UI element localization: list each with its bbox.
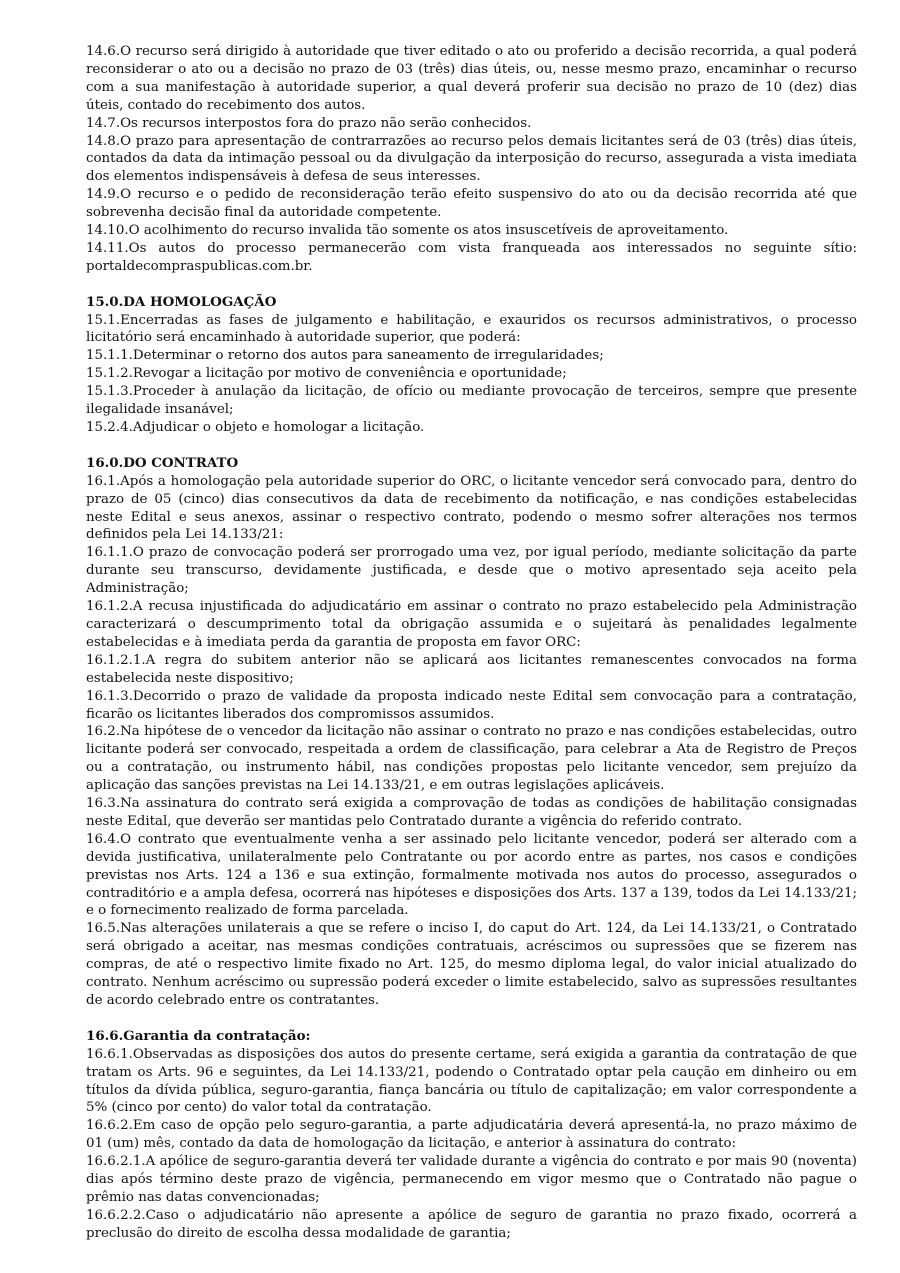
clause-14-7: 14.7.Os recursos interpostos fora do prazo não serão conhecidos. xyxy=(86,115,532,131)
clause-16-6-1: 16.6.1.Observadas as disposições dos autos do presente certame, será exigida a garantia da contratação de que tratam os Arts. 96 e seguintes, da Lei 14.133/21, podendo o Contratado optar pela caução em dinheiro ou em títulos da dívida pública, seguro-garantia, fiança bancária ou título de capitalização; em valor correspondente a 5% (cinco por cento) do valor total da contratação. xyxy=(86,1046,857,1116)
clause-14-8: 14.8.O prazo para apresentação de contrarrazões ao recurso pelos demais licitantes será de 03 (três) dias úteis, contados da data da intimação pessoal ou da divulgação da interposição do recurso, assegurada a vista imediata dos elementos indispensáveis à defesa de seus interesses. xyxy=(86,133,857,185)
section-spacer xyxy=(86,276,857,294)
section-15-heading: 15.0.DA HOMOLOGAÇÃO xyxy=(86,293,277,310)
section-16-6-heading: 16.6.Garantia da contratação: xyxy=(86,1027,311,1044)
clause-14-10: 14.10.O acolhimento do recurso invalida tão somente os atos insuscetíveis de aproveitamento. xyxy=(86,223,729,239)
section-spacer xyxy=(86,437,857,455)
clause-15-1-1: 15.1.1.Determinar o retorno dos autos para saneamento de irregularidades; xyxy=(86,348,604,364)
clause-15-1: 15.1.Encerradas as fases de julgamento e habilitação, e exauridos os recursos administrativos, o processo licitatório será encaminhado à autoridade superior, que poderá: xyxy=(86,312,857,346)
clause-15-1-3: 15.1.3.Proceder à anulação da licitação, de ofício ou mediante provocação de terceiros, sempre que presente ilegalidade insanável; xyxy=(86,384,857,418)
clause-16-5: 16.5.Nas alterações unilaterais a que se refere o inciso I, do caput do Art. 124, da Lei 14.133/21, o Contratado será obrigado a aceitar, nas mesmas condições contratuais, acréscimos ou supressões que se fizerem nas compras, de até o respectivo limite fixado no Art. 125, do mesmo diploma legal, do valor inicial atualizado do contrato. Nenhum acréscimo ou supressão poderá exceder o limite estabelecido, salvo as supressões resultantes de acordo celebrado entre os contratantes. xyxy=(86,921,857,1008)
clause-16-3: 16.3.Na assinatura do contrato será exigida a comprovação de todas as condições de habilitação consignadas neste Edital, que deverão ser mantidas pelo Contratado durante a vigência do referido contrato. xyxy=(86,796,857,829)
clause-16-6-2-2: 16.6.2.2.Caso o adjudicatário não apresente a apólice de seguro de garantia no prazo fixado, ocorrerá a preclusão do direito de escolha dessa modalidade de garantia; xyxy=(86,1207,857,1241)
clause-16-1-2-1: 16.1.2.1.A regra do subitem anterior não se aplicará aos licitantes remanescentes convocados na forma estabelecida neste dispositivo; xyxy=(86,652,857,686)
clause-16-2: 16.2.Na hipótese de o vencedor da licitação não assinar o contrato no prazo e nas condições estabelecidas, outro licitante poderá ser convocado, respeitada a ordem de classificação, para celebrar a Ata de Registro de Preços ou a contratação, ou instrumento hábil, nas condições propostas pelo licitante vencedor, sem prejuízo da aplicação das sanções previstas na Lei 14.133/21, e em outras legislações aplicáveis. xyxy=(86,724,857,794)
clause-16-6-2: 16.6.2.Em caso de opção pelo seguro-garantia, a parte adjudicatária deverá apresentá-la, no prazo máximo de 01 (um) mês, contado da data de homologação da licitação, e anterior à assinatura do contrato: xyxy=(86,1118,857,1152)
clause-14-9: 14.9.O recurso e o pedido de reconsideração terão efeito suspensivo do ato ou da decisão recorrida até que sobrevenha decisão final da autoridade competente. xyxy=(86,187,857,221)
section-16-heading: 16.0.DO CONTRATO xyxy=(86,454,239,471)
clause-16-6-2-1: 16.6.2.1.A apólice de seguro-garantia deverá ter validade durante a vigência do contrato e por mais 90 (noventa) dias após término deste prazo de vigência, permanecendo em vigor mesmo que o Contratado não pague o prêmio nas datas convencionadas; xyxy=(86,1154,857,1205)
clause-16-1-3: 16.1.3.Decorrido o prazo de validade da proposta indicado neste Edital sem convocação para a contratação, ficarão os licitantes liberados dos compromissos assumidos. xyxy=(86,688,857,722)
section-spacer xyxy=(86,1010,857,1028)
clause-14-6: 14.6.O recurso será dirigido à autoridade que tiver editado o ato ou proferido a decisão recorrida, a qual poderá reconsiderar o ato ou a decisão no prazo de 03 (três) dias úteis, ou, nesse mesmo prazo, encaminhar o recurso com a sua manifestação à autoridade superior, a qual deverá proferir sua decisão no prazo de 10 (dez) dias úteis, contado do recebimento dos autos. xyxy=(86,44,857,113)
clause-16-1-1: 16.1.1.O prazo de convocação poderá ser prorrogado uma vez, por igual período, mediante solicitação da parte durante seu transcurso, devidamente justificada, e desde que o motivo apresentado seja aceito pela Administração; xyxy=(86,545,857,597)
clause-16-1-2: 16.1.2.A recusa injustificada do adjudicatário em assinar o contrato no prazo estabelecido pela Administração caracterizará o descumprimento total da obrigação assumida e o sujeitará às penalidades legalmente estabelecidas e à imediata perda da garantia de proposta em favor ORC: xyxy=(86,599,857,650)
clause-15-2-4: 15.2.4.Adjudicar o objeto e homologar a licitação. xyxy=(86,420,425,436)
clause-16-4: 16.4.O contrato que eventualmente venha a ser assinado pelo licitante vencedor, poderá ser alterado com a devida justificativa, unilateralmente pelo Contratante ou por acordo entre as partes, nos casos e condições previstas nos Arts. 124 a 136 e sua extinção, formalmente motivada nos autos do processo, assegurados o contraditório e a ampla defesa, ocorrerá nas hipóteses e disposições dos Arts. 137 a 139, todos da Lei 14.133/21; e o fornecimento realizado de forma parcelada. xyxy=(86,831,858,919)
clause-15-1-2: 15.1.2.Revogar a licitação por motivo de conveniência e oportunidade; xyxy=(86,366,567,382)
clause-16-1: 16.1.Após a homologação pela autoridade superior do ORC, o licitante vencedor será convocado para, dentro do prazo de 05 (cinco) dias consecutivos da data de recebimento da notificação, e nas condições estabelecidas neste Edital e seus anexos, assinar o respectivo contrato, podendo o mesmo sofrer alterações nos termos definidos pela Lei 14.133/21: xyxy=(86,473,857,543)
clause-14-11: 14.11.Os autos do processo permanecerão com vista franqueada aos interessados no seguinte sítio: portaldecompraspublicas.com.br. xyxy=(86,240,857,274)
